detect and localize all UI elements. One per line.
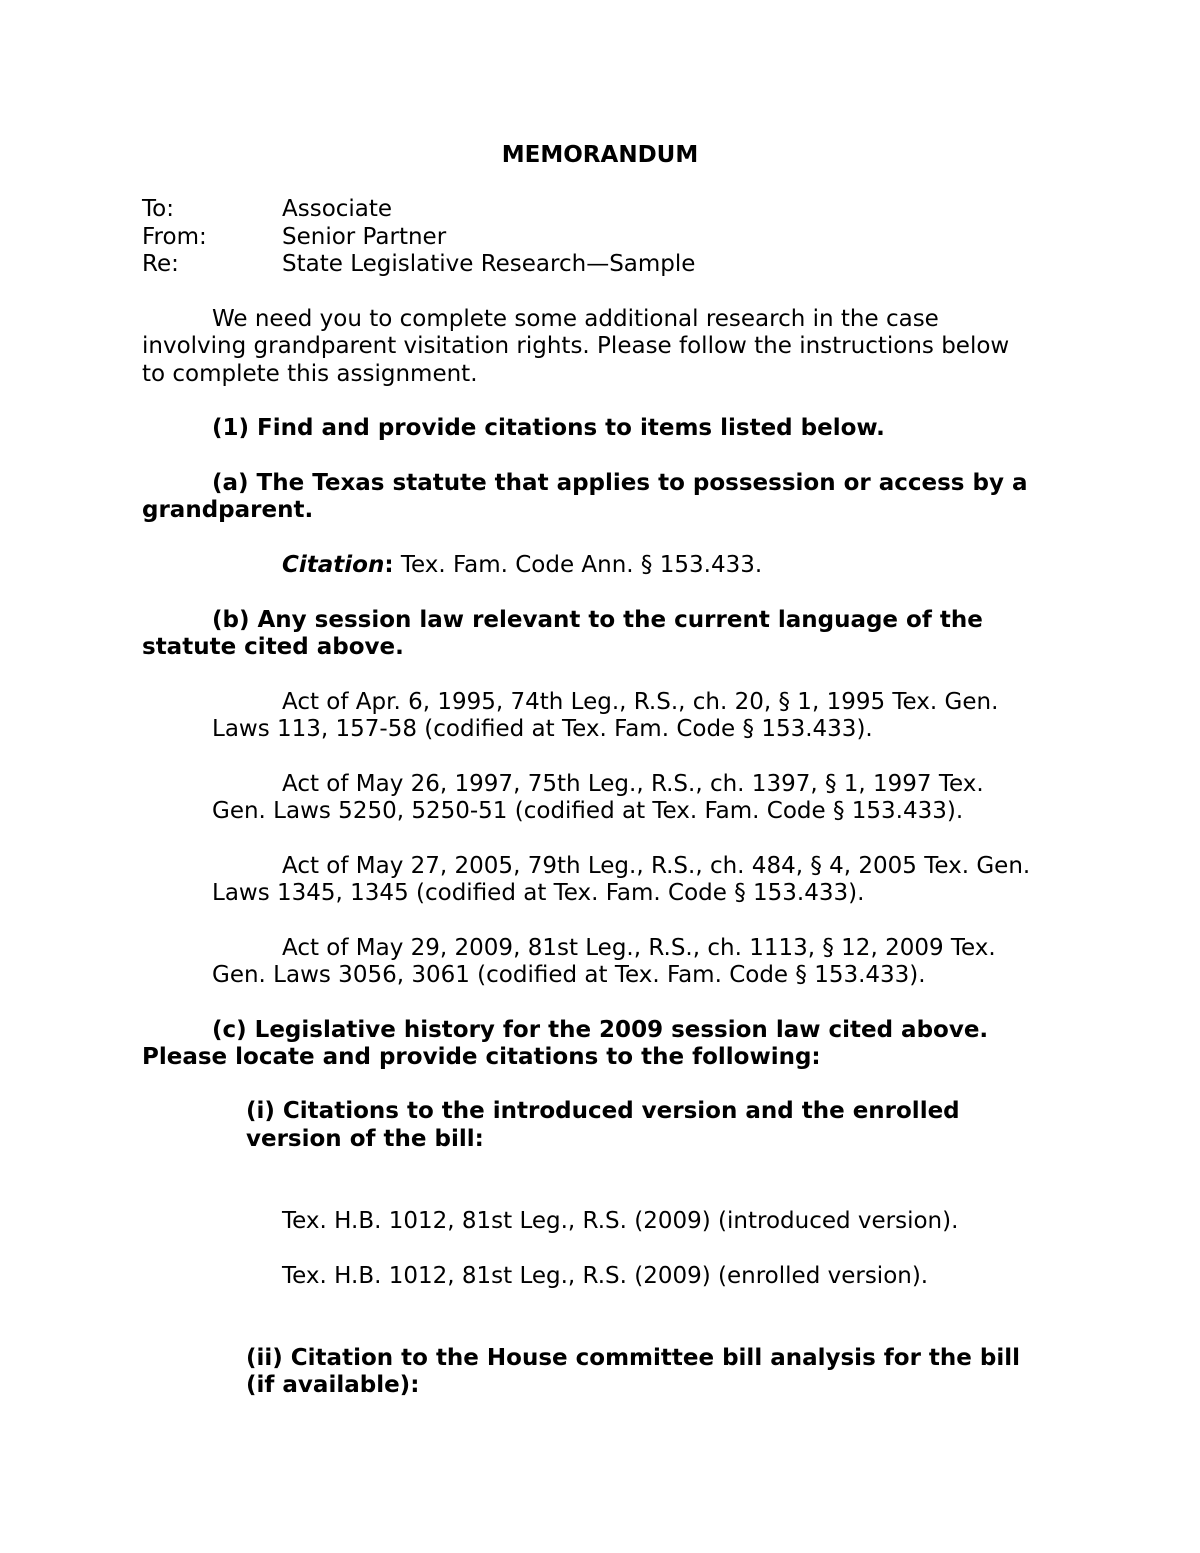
item-c-heading: (c) Legislative history for the 2009 session law cited above.	[212, 1017, 989, 1043]
item-c-i-heading: version of the bill:	[246, 1126, 484, 1152]
act-citation-line: Act of May 27, 2005, 79th Leg., R.S., ch. 484, § 4, 2005 Tex. Gen.	[282, 853, 1031, 879]
intro-line: We need you to complete some additional research in the case	[212, 306, 939, 332]
to-label: To:	[142, 196, 174, 222]
item-b-heading: (b) Any session law relevant to the current language of the	[212, 607, 983, 633]
item-c-heading: Please locate and provide citations to the following:	[142, 1044, 821, 1070]
act-citation-line: Act of May 26, 1997, 75th Leg., R.S., ch. 1397, § 1, 1997 Tex.	[282, 771, 984, 797]
act-citation-line: Act of Apr. 6, 1995, 74th Leg., R.S., ch. 20, § 1, 1995 Tex. Gen.	[282, 689, 999, 715]
intro-line: involving grandparent visitation rights. Please follow the instructions below	[142, 333, 1010, 359]
re-label: Re:	[142, 251, 179, 277]
item-a-citation	[282, 551, 762, 579]
to-value: Associate	[282, 196, 393, 222]
from-value: Senior Partner	[282, 224, 447, 250]
re-value: State Legislative Research—Sample	[282, 251, 696, 277]
item-a-heading: grandparent.	[142, 497, 314, 523]
act-citation-line: Laws 113, 157-58 (codified at Tex. Fam. Code § 153.433).	[212, 716, 873, 742]
act-citation-line: Laws 1345, 1345 (codified at Tex. Fam. Code § 153.433).	[212, 880, 865, 906]
item-a-heading: (a) The Texas statute that applies to possession or access by a	[212, 470, 1028, 496]
item-c-i-heading: (i) Citations to the introduced version and the enrolled	[246, 1098, 960, 1124]
section-1-heading: (1) Find and provide citations to items listed below.	[212, 415, 885, 441]
item-b-heading: statute cited above.	[142, 634, 404, 660]
from-label: From:	[142, 224, 207, 250]
bill-citation: Tex. H.B. 1012, 81st Leg., R.S. (2009) (enrolled version).	[282, 1263, 929, 1289]
act-citation-line: Gen. Laws 3056, 3061 (codified at Tex. Fam. Code § 153.433).	[212, 962, 926, 988]
intro-line: to complete this assignment.	[142, 361, 478, 387]
item-c-ii-heading: (ii) Citation to the House committee bill analysis for the bill	[246, 1345, 1021, 1371]
act-citation-line: Gen. Laws 5250, 5250-51 (codified at Tex. Fam. Code § 153.433).	[212, 798, 964, 824]
citation-text: Tex. Fam. Code Ann. § 153.433.	[393, 552, 763, 578]
act-citation-line: Act of May 29, 2009, 81st Leg., R.S., ch. 1113, § 12, 2009 Tex.	[282, 935, 996, 961]
memo-title: MEMORANDUM	[501, 142, 699, 168]
bill-citation: Tex. H.B. 1012, 81st Leg., R.S. (2009) (introduced version).	[282, 1208, 959, 1234]
item-c-ii-heading: (if available):	[246, 1372, 420, 1398]
citation-colon: :	[384, 552, 394, 578]
citation-label: Citation	[282, 552, 385, 578]
